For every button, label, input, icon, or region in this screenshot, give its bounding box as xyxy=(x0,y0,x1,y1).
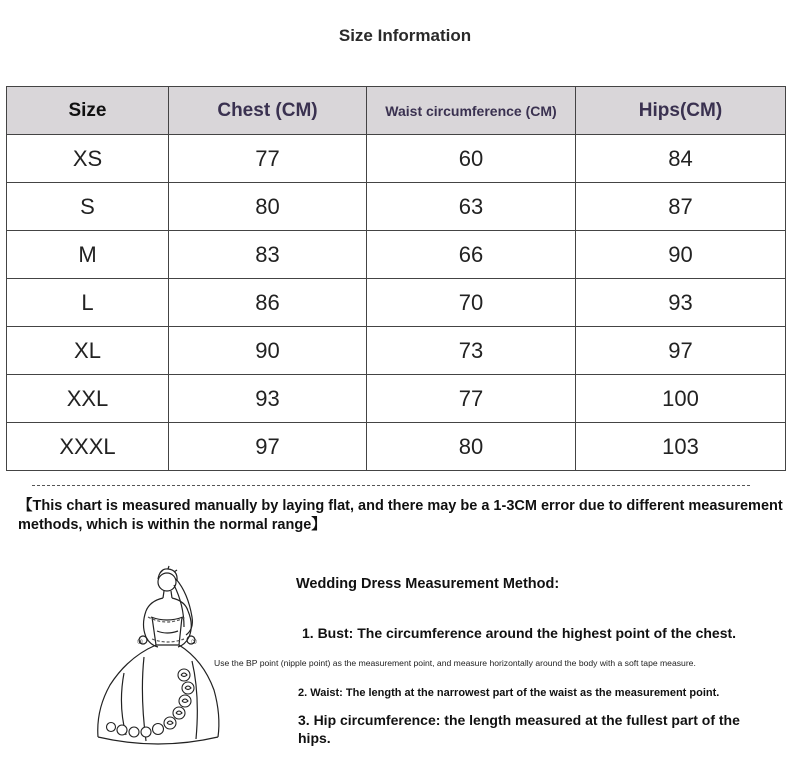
cell-hips: 103 xyxy=(576,423,786,471)
page-title: Size Information xyxy=(338,26,472,45)
bp-point-note: Use the BP point (nipple point) as the measurement point, and measure horizontally around the body with a soft tape measure. xyxy=(214,658,696,668)
cell-chest: 90 xyxy=(169,327,367,375)
cell-waist: 63 xyxy=(367,183,576,231)
cell-size: S xyxy=(7,183,169,231)
cell-size: M xyxy=(7,231,169,279)
hips-instruction: 3. Hip circumference: the length measured at the fullest part of the hips. xyxy=(298,712,740,746)
cell-waist: 77 xyxy=(367,375,576,423)
table-row xyxy=(7,135,786,183)
dress-illustration xyxy=(88,565,228,750)
dashed-divider xyxy=(32,485,750,486)
cell-hips: 97 xyxy=(576,327,786,375)
cell-hips: 84 xyxy=(576,135,786,183)
header-chest: Chest (CM) xyxy=(169,87,367,135)
cell-chest: 77 xyxy=(169,135,367,183)
cell-hips: 100 xyxy=(576,375,786,423)
cell-size: XL xyxy=(7,327,169,375)
measurement-note: 【This chart is measured manually by laying flat, and there may be a 1-3CM error due to different measurement methods, which is within the normal range】 xyxy=(18,498,783,533)
table-row xyxy=(7,183,786,231)
table-row xyxy=(7,375,786,423)
header-waist: Waist circumference (CM) xyxy=(367,87,576,135)
table-row xyxy=(7,231,786,279)
header-hips: Hips(CM) xyxy=(576,87,786,135)
cell-size: L xyxy=(7,279,169,327)
cell-waist: 60 xyxy=(367,135,576,183)
table-row xyxy=(7,279,786,327)
marker-label-right: ② xyxy=(190,638,198,646)
method-title: Wedding Dress Measurement Method: xyxy=(296,576,560,592)
cell-waist: 80 xyxy=(367,423,576,471)
cell-hips: 87 xyxy=(576,183,786,231)
size-table xyxy=(6,86,786,471)
cell-size: XXXL xyxy=(7,423,169,471)
table-header-row xyxy=(7,87,786,135)
cell-waist: 66 xyxy=(367,231,576,279)
cell-chest: 80 xyxy=(169,183,367,231)
cell-chest: 93 xyxy=(169,375,367,423)
bust-instruction: 1. Bust: The circumference around the highest point of the chest. xyxy=(302,625,737,641)
cell-waist: 73 xyxy=(367,327,576,375)
table-row xyxy=(7,423,786,471)
header-size: Size xyxy=(7,87,169,135)
marker-label-left: ③ xyxy=(136,638,144,646)
cell-chest: 83 xyxy=(169,231,367,279)
cell-chest: 86 xyxy=(169,279,367,327)
cell-size: XXL xyxy=(7,375,169,423)
waist-instruction: 2. Waist: The length at the narrowest part of the waist as the measurement point. xyxy=(298,687,720,699)
cell-size: XS xyxy=(7,135,169,183)
cell-waist: 70 xyxy=(367,279,576,327)
cell-chest: 97 xyxy=(169,423,367,471)
cell-hips: 93 xyxy=(576,279,786,327)
table-row xyxy=(7,327,786,375)
cell-hips: 90 xyxy=(576,231,786,279)
